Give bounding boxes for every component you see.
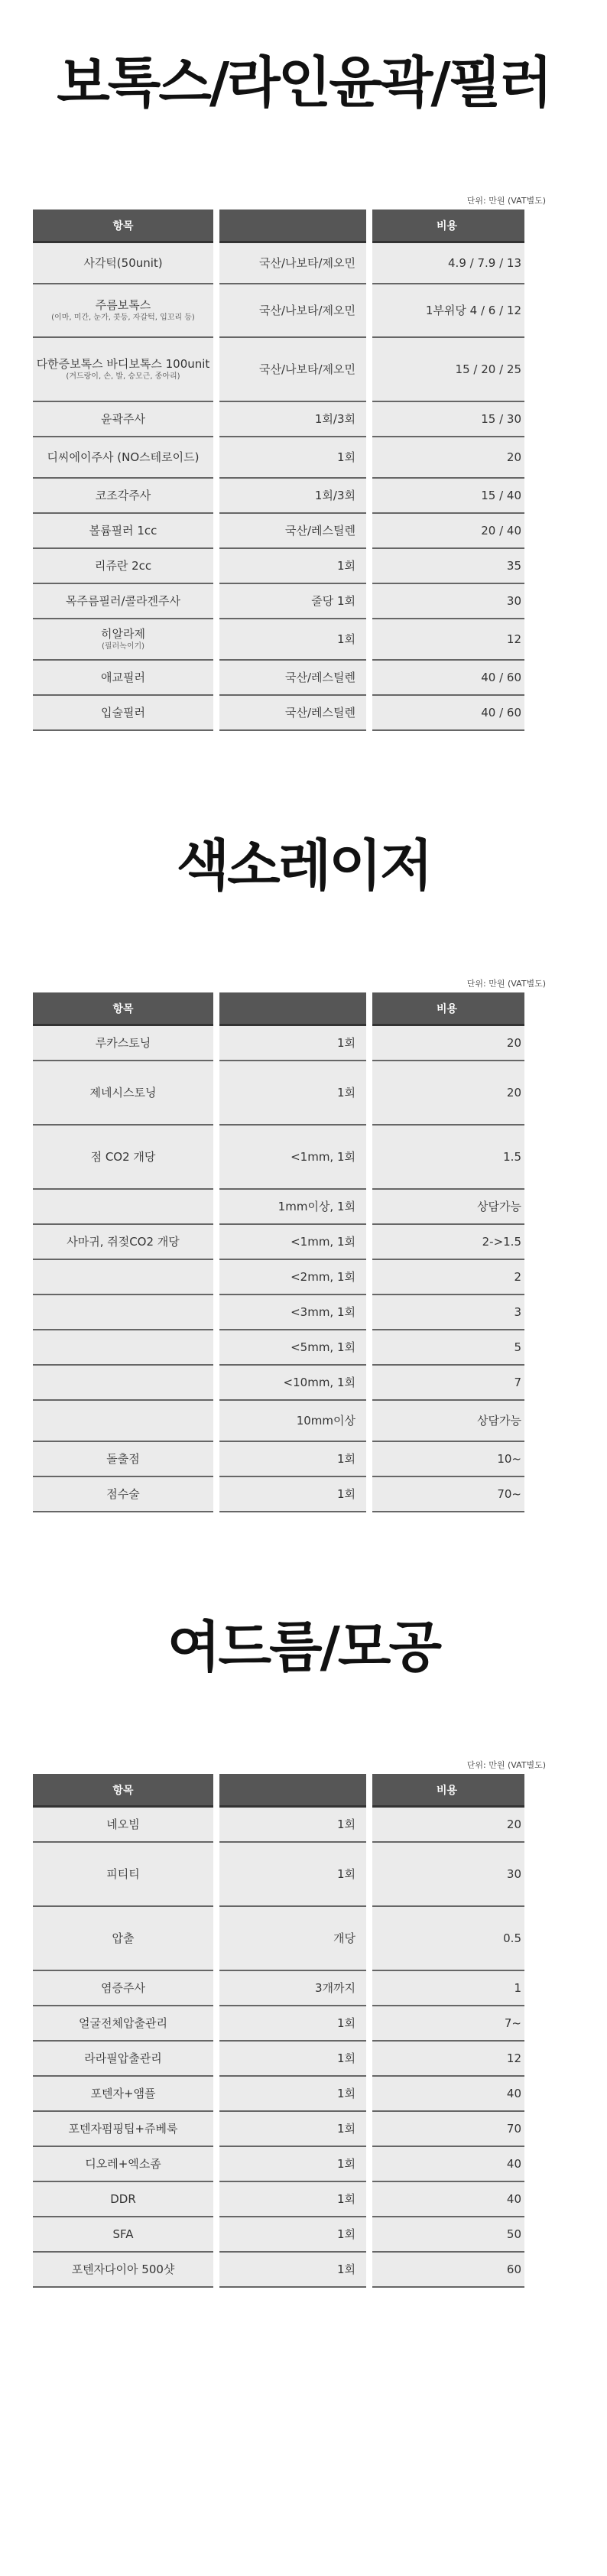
item-cell	[33, 1401, 213, 1442]
item-cell	[33, 284, 213, 338]
item-name: 리쥬란 2cc	[94, 558, 152, 573]
item-cell	[33, 514, 213, 549]
detail-cell: 1회	[219, 549, 366, 584]
price-cell: 4.9 / 7.9 / 13	[372, 243, 524, 284]
item-name: 피티티	[106, 1866, 140, 1881]
price-cell: 20	[372, 437, 524, 479]
item-cell	[33, 619, 213, 661]
table-row	[33, 1190, 546, 1225]
price-cell: 40 / 60	[372, 696, 524, 731]
item-cell	[33, 1971, 213, 2006]
item-name: 다한증보톡스 바디보톡스 100unit	[36, 357, 210, 372]
price-cell: 상담가능	[372, 1401, 524, 1442]
detail-cell: 1회	[219, 2112, 366, 2147]
item-name: 애교필러	[101, 670, 145, 684]
item-note: (필러녹이기)	[101, 642, 145, 651]
section-pigment-laser	[0, 731, 607, 1512]
detail-cell: 국산/나보타/제오민	[219, 284, 366, 338]
section-title: 보톡스/라인윤곽/필러	[57, 50, 550, 115]
item-cell	[33, 1260, 213, 1295]
detail-cell: <3mm, 1회	[219, 1295, 366, 1330]
table-row	[33, 1808, 546, 1843]
item-name: 포텐자+앰플	[90, 2086, 156, 2100]
price-cell: 1.5	[372, 1126, 524, 1190]
table-row	[33, 1260, 546, 1295]
table-row	[33, 2042, 546, 2077]
item-name: 볼륨필러 1cc	[89, 523, 157, 538]
price-cell: 1부위당 4 / 6 / 12	[372, 284, 524, 338]
price-cell: 50	[372, 2217, 524, 2253]
table-row	[33, 284, 546, 338]
table-row	[33, 1295, 546, 1330]
item-cell	[33, 1366, 213, 1401]
table-row	[33, 2006, 546, 2042]
detail-cell: 1회	[219, 2253, 366, 2288]
price-cell: 5	[372, 1330, 524, 1366]
detail-cell: <1mm, 1회	[219, 1126, 366, 1190]
header-detail	[219, 1774, 366, 1808]
section-acne-pore	[0, 1512, 607, 2288]
price-cell: 7~	[372, 2006, 524, 2042]
table-row	[33, 402, 546, 437]
item-name: 코조각주사	[95, 488, 151, 502]
table-row	[33, 2077, 546, 2112]
price-cell: 2->1.5	[372, 1225, 524, 1260]
detail-cell: 1회	[219, 1442, 366, 1477]
item-cell	[33, 1126, 213, 1190]
detail-cell: <5mm, 1회	[219, 1330, 366, 1366]
detail-cell: 1mm이상, 1회	[219, 1190, 366, 1225]
item-name: 입술필러	[101, 705, 145, 720]
header-item: 항목	[33, 992, 213, 1026]
price-cell: 40	[372, 2182, 524, 2217]
table-row	[33, 1330, 546, 1366]
item-cell	[33, 437, 213, 479]
table-row	[33, 1366, 546, 1401]
price-cell: 1	[372, 1971, 524, 2006]
price-cell: 60	[372, 2253, 524, 2288]
detail-cell: 1회	[219, 1477, 366, 1512]
price-cell: 12	[372, 2042, 524, 2077]
item-name: 포텐자다이아 500샷	[71, 2262, 175, 2276]
price-cell: 0.5	[372, 1907, 524, 1971]
header-detail	[219, 992, 366, 1026]
price-cell: 20	[372, 1026, 524, 1061]
item-name: DDR	[110, 2191, 136, 2206]
item-cell	[33, 1808, 213, 1843]
table-row	[33, 338, 546, 402]
header-item: 항목	[33, 210, 213, 243]
price-cell: 20	[372, 1808, 524, 1843]
table-row	[33, 1061, 546, 1126]
item-name: 돌출점	[106, 1451, 140, 1466]
table-row	[33, 437, 546, 479]
price-table	[33, 992, 546, 1512]
table-header	[33, 210, 546, 243]
header-price: 비용	[372, 210, 524, 243]
table-row	[33, 1442, 546, 1477]
detail-cell: 1회	[219, 2042, 366, 2077]
table-row	[33, 1843, 546, 1907]
price-cell: 3	[372, 1295, 524, 1330]
price-cell: 12	[372, 619, 524, 661]
detail-cell: 1회	[219, 619, 366, 661]
item-name: 점 CO2 개당	[90, 1149, 156, 1164]
item-name: SFA	[112, 2227, 134, 2241]
table-header	[33, 992, 546, 1026]
price-cell: 7	[372, 1366, 524, 1401]
table-row	[33, 2253, 546, 2288]
detail-cell: 10mm이상	[219, 1401, 366, 1442]
item-cell	[33, 1225, 213, 1260]
section-botox-contour-filler	[0, 0, 607, 731]
table-row	[33, 1907, 546, 1971]
item-name: 사각턱(50unit)	[83, 255, 163, 270]
detail-cell: 국산/나보타/제오민	[219, 243, 366, 284]
price-cell: 20	[372, 1061, 524, 1126]
detail-cell: 1회	[219, 1026, 366, 1061]
item-cell	[33, 2042, 213, 2077]
item-note: (이마, 미간, 눈가, 콧등, 자갈턱, 입꼬리 등)	[51, 313, 195, 323]
item-cell	[33, 584, 213, 619]
item-cell	[33, 2253, 213, 2288]
table-row	[33, 2182, 546, 2217]
item-name: 포텐자펌핑팁+쥬베룩	[68, 2121, 178, 2136]
item-cell	[33, 2006, 213, 2042]
detail-cell: <2mm, 1회	[219, 1260, 366, 1295]
header-item: 항목	[33, 1774, 213, 1808]
item-name: 루카스토닝	[95, 1035, 151, 1050]
item-cell	[33, 1061, 213, 1126]
detail-cell: 1회/3회	[219, 402, 366, 437]
table-row	[33, 696, 546, 731]
item-name: 주름보톡스	[95, 298, 151, 313]
detail-cell: 국산/레스틸렌	[219, 661, 366, 696]
section-title: 여드름/모공	[167, 1615, 440, 1679]
table-row	[33, 479, 546, 514]
table-row	[33, 2112, 546, 2147]
item-cell	[33, 1295, 213, 1330]
item-cell	[33, 1477, 213, 1512]
table-row	[33, 514, 546, 549]
detail-cell: 국산/나보타/제오민	[219, 338, 366, 402]
price-cell: 40 / 60	[372, 661, 524, 696]
unit-note: 단위: 만원 (VAT별도)	[466, 196, 546, 206]
table-row	[33, 1026, 546, 1061]
item-cell	[33, 2217, 213, 2253]
price-cell: 70~	[372, 1477, 524, 1512]
unit-note: 단위: 만원 (VAT별도)	[466, 1760, 546, 1770]
item-cell	[33, 1843, 213, 1907]
table-row	[33, 1401, 546, 1442]
header-price: 비용	[372, 1774, 524, 1808]
detail-cell: 개당	[219, 1907, 366, 1971]
price-cell: 15 / 20 / 25	[372, 338, 524, 402]
price-cell: 40	[372, 2147, 524, 2182]
price-cell: 30	[372, 584, 524, 619]
item-cell	[33, 1907, 213, 1971]
item-name: 디오레+엑소좀	[85, 2156, 161, 2171]
item-cell	[33, 1442, 213, 1477]
item-name: 라라필압출관리	[84, 2051, 162, 2065]
table-row	[33, 1477, 546, 1512]
table-row	[33, 619, 546, 661]
detail-cell: 국산/레스틸렌	[219, 514, 366, 549]
price-table	[33, 1774, 546, 2288]
item-name: 네오빔	[106, 1817, 140, 1831]
item-cell	[33, 402, 213, 437]
detail-cell: 1회	[219, 2182, 366, 2217]
header-price: 비용	[372, 992, 524, 1026]
detail-cell: <1mm, 1회	[219, 1225, 366, 1260]
item-name: 압출	[112, 1931, 135, 1945]
detail-cell: 3개까지	[219, 1971, 366, 2006]
item-cell	[33, 338, 213, 402]
price-cell: 15 / 30	[372, 402, 524, 437]
table-row	[33, 243, 546, 284]
table-row	[33, 1126, 546, 1190]
table-row	[33, 2217, 546, 2253]
item-name: 얼굴전체압출관리	[79, 2016, 167, 2030]
item-cell	[33, 2112, 213, 2147]
price-table	[33, 210, 546, 731]
price-cell: 상담가능	[372, 1190, 524, 1225]
price-cell: 2	[372, 1260, 524, 1295]
table-row	[33, 2147, 546, 2182]
item-cell	[33, 479, 213, 514]
price-cell: 70	[372, 2112, 524, 2147]
item-name: 제네시스토닝	[89, 1085, 157, 1100]
item-cell	[33, 2147, 213, 2182]
table-row	[33, 584, 546, 619]
section-title: 색소레이저	[176, 833, 431, 898]
item-cell	[33, 661, 213, 696]
table-row	[33, 1225, 546, 1260]
item-name: 히알라제	[101, 627, 145, 642]
item-cell	[33, 696, 213, 731]
detail-cell: 1회	[219, 1808, 366, 1843]
item-note: (겨드랑이, 손, 발, 승모근, 종아리)	[66, 372, 180, 382]
price-cell: 40	[372, 2077, 524, 2112]
header-detail	[219, 210, 366, 243]
table-row	[33, 1971, 546, 2006]
price-cell: 35	[372, 549, 524, 584]
item-name: 점수술	[106, 1486, 140, 1501]
item-cell	[33, 1190, 213, 1225]
item-cell	[33, 2182, 213, 2217]
price-cell: 20 / 40	[372, 514, 524, 549]
item-cell	[33, 2077, 213, 2112]
item-name: 윤곽주사	[101, 411, 145, 426]
item-cell	[33, 1026, 213, 1061]
item-cell	[33, 1330, 213, 1366]
detail-cell: 줄당 1회	[219, 584, 366, 619]
detail-cell: 1회	[219, 2006, 366, 2042]
unit-note: 단위: 만원 (VAT별도)	[466, 979, 546, 989]
detail-cell: 1회	[219, 2147, 366, 2182]
item-cell	[33, 549, 213, 584]
detail-cell: <10mm, 1회	[219, 1366, 366, 1401]
detail-cell: 1회	[219, 437, 366, 479]
detail-cell: 1회	[219, 1843, 366, 1907]
detail-cell: 1회	[219, 2077, 366, 2112]
item-name: 사마귀, 쥐젖CO2 개당	[67, 1234, 180, 1249]
item-cell	[33, 243, 213, 284]
item-name: 목주름필러/콜라겐주사	[66, 593, 180, 608]
table-row	[33, 549, 546, 584]
detail-cell: 1회	[219, 2217, 366, 2253]
detail-cell: 1회	[219, 1061, 366, 1126]
item-name: 디씨에이주사 (NO스테로이드)	[47, 450, 200, 464]
price-cell: 15 / 40	[372, 479, 524, 514]
table-header	[33, 1774, 546, 1808]
item-name: 염증주사	[101, 1980, 145, 1995]
table-row	[33, 661, 546, 696]
price-cell: 10~	[372, 1442, 524, 1477]
detail-cell: 1회/3회	[219, 479, 366, 514]
detail-cell: 국산/레스틸렌	[219, 696, 366, 731]
price-cell: 30	[372, 1843, 524, 1907]
